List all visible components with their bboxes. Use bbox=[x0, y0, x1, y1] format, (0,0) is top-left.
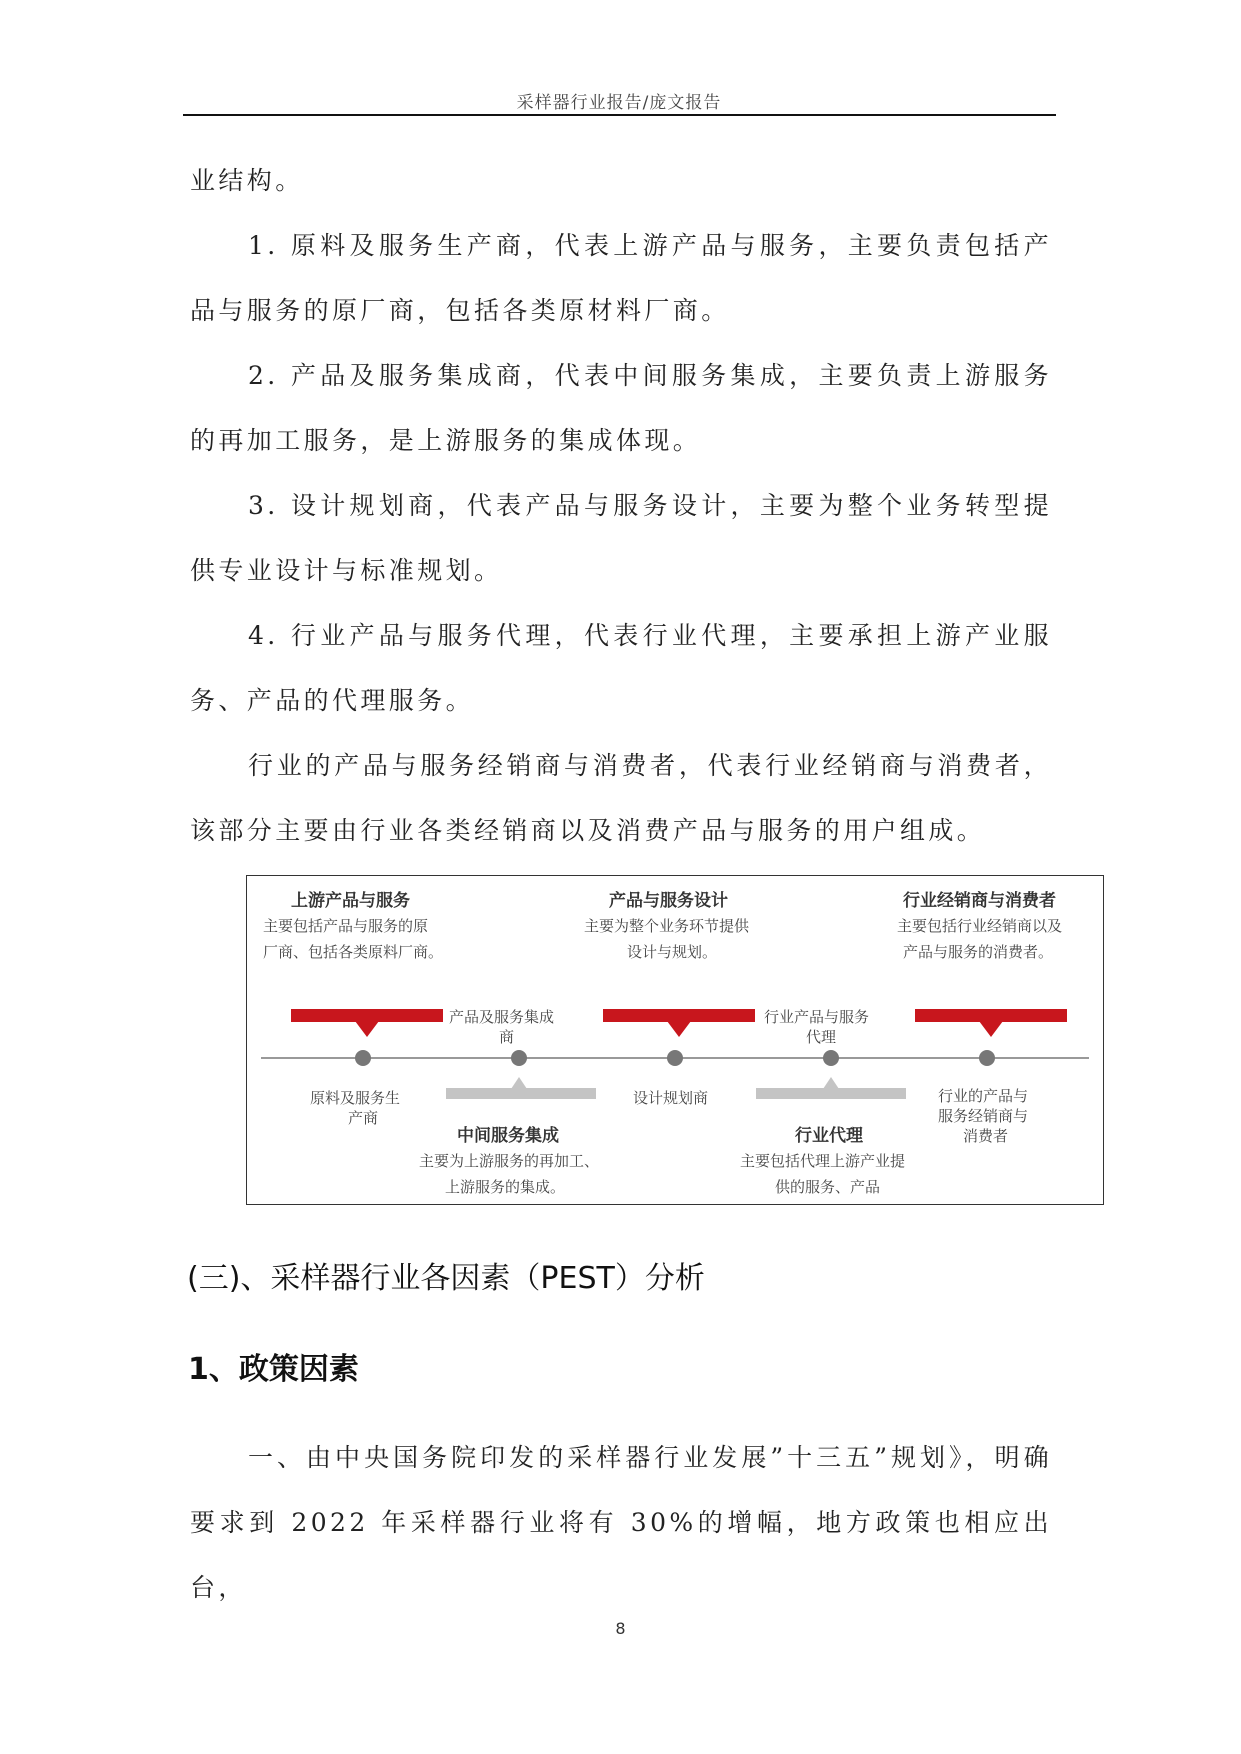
diagram-bottom-title-agency: 行业代理 bbox=[795, 1126, 863, 1146]
node-dot-agent bbox=[823, 1050, 839, 1066]
diagram-bottom-desc-agency-1: 主要包括代理上游产业提 bbox=[740, 1152, 906, 1170]
diagram-top-title-dealers: 行业经销商与消费者 bbox=[903, 891, 1056, 911]
diagram-top-desc-dealers-1: 主要包括行业经销商以及 bbox=[897, 917, 1063, 935]
diagram-bottom-desc-integration-1: 主要为上游服务的再加工、 bbox=[419, 1152, 600, 1170]
paragraph-item-1: 1. 原料及服务生产商，代表上游产品与服务，主要负责包括产品与服务的原厂商，包括各类原材料厂商。 bbox=[190, 231, 1052, 325]
red-notch-design bbox=[667, 1021, 691, 1037]
node-label-agent-1: 行业产品与服务 bbox=[764, 1008, 870, 1026]
page-header: 采样器行业报告/庞文报告 bbox=[516, 93, 722, 113]
paragraph-dealers: 行业的产品与服务经销商与消费者，代表行业经销商与消费者，该部分主要由行业各类经销商以及消费产品与服务的用户组成。 bbox=[190, 751, 1052, 845]
diagram-top-desc-upstream-1: 主要包括产品与服务的原 bbox=[263, 917, 429, 935]
node-label-raw-material-2: 产商 bbox=[348, 1109, 379, 1127]
header-divider bbox=[183, 114, 1056, 116]
node-label-designer: 设计规划商 bbox=[633, 1089, 709, 1107]
node-label-integrator-1: 产品及服务集成 bbox=[449, 1008, 555, 1026]
node-label-dealers-3: 消费者 bbox=[963, 1127, 1009, 1145]
diagram-top-title-upstream: 上游产品与服务 bbox=[291, 891, 410, 911]
diagram-top-desc-dealers-2: 产品与服务的消费者。 bbox=[903, 943, 1054, 961]
node-label-agent-2: 代理 bbox=[806, 1028, 837, 1046]
grey-notch-integration bbox=[511, 1077, 527, 1089]
node-dot-raw-material bbox=[355, 1050, 371, 1066]
grey-notch-agency bbox=[823, 1077, 839, 1089]
diagram-top-desc-design-2: 设计与规划。 bbox=[627, 943, 718, 961]
paragraph-continuation: 业结构。 bbox=[190, 166, 304, 195]
node-dot-integrator bbox=[511, 1050, 527, 1066]
subsection-heading-policy: 1、政策因素 bbox=[188, 1352, 359, 1387]
node-label-dealers-2: 服务经销商与 bbox=[938, 1107, 1029, 1125]
node-label-integrator-2: 商 bbox=[499, 1028, 515, 1046]
node-label-dealers-1: 行业的产品与 bbox=[938, 1087, 1029, 1105]
diagram-bottom-desc-agency-2: 供的服务、产品 bbox=[775, 1178, 881, 1196]
grey-bar-integration bbox=[446, 1088, 596, 1099]
paragraph-item-2: 2. 产品及服务集成商，代表中间服务集成，主要负责上游服务的再加工服务，是上游服务的集成体现。 bbox=[190, 361, 1052, 455]
diagram-bottom-title-integration: 中间服务集成 bbox=[457, 1126, 559, 1146]
diagram-bottom-desc-integration-2: 上游服务的集成。 bbox=[445, 1178, 566, 1196]
paragraph-item-4: 4. 行业产品与服务代理，代表行业代理，主要承担上游产业服务、产品的代理服务。 bbox=[190, 621, 1052, 715]
diagram-top-title-design: 产品与服务设计 bbox=[609, 891, 728, 911]
section-heading-pest: (三)、采样器行业各因素（PEST）分析 bbox=[187, 1261, 705, 1296]
red-notch-upstream bbox=[355, 1021, 379, 1037]
node-label-raw-material-1: 原料及服务生 bbox=[310, 1089, 401, 1107]
paragraph-item-3: 3. 设计规划商，代表产品与服务设计，主要为整个业务转型提供专业设计与标准规划。 bbox=[190, 491, 1052, 585]
paragraph-policy: 一、由中央国务院印发的采样器行业发展”十三五”规划》，明确要求到 2022 年采样器行业将有 30%的增幅，地方政策也相应出台， bbox=[190, 1443, 1052, 1602]
diagram-top-desc-upstream-2: 厂商、包括各类原料厂商。 bbox=[263, 943, 444, 961]
page-number: 8 bbox=[615, 1619, 626, 1638]
grey-bar-agency bbox=[756, 1088, 906, 1099]
diagram-top-desc-design-1: 主要为整个业务环节提供 bbox=[584, 917, 750, 935]
industry-chain-diagram bbox=[246, 875, 1104, 1205]
node-dot-dealers bbox=[979, 1050, 995, 1066]
node-dot-designer bbox=[667, 1050, 683, 1066]
red-notch-dealers bbox=[979, 1021, 1003, 1037]
